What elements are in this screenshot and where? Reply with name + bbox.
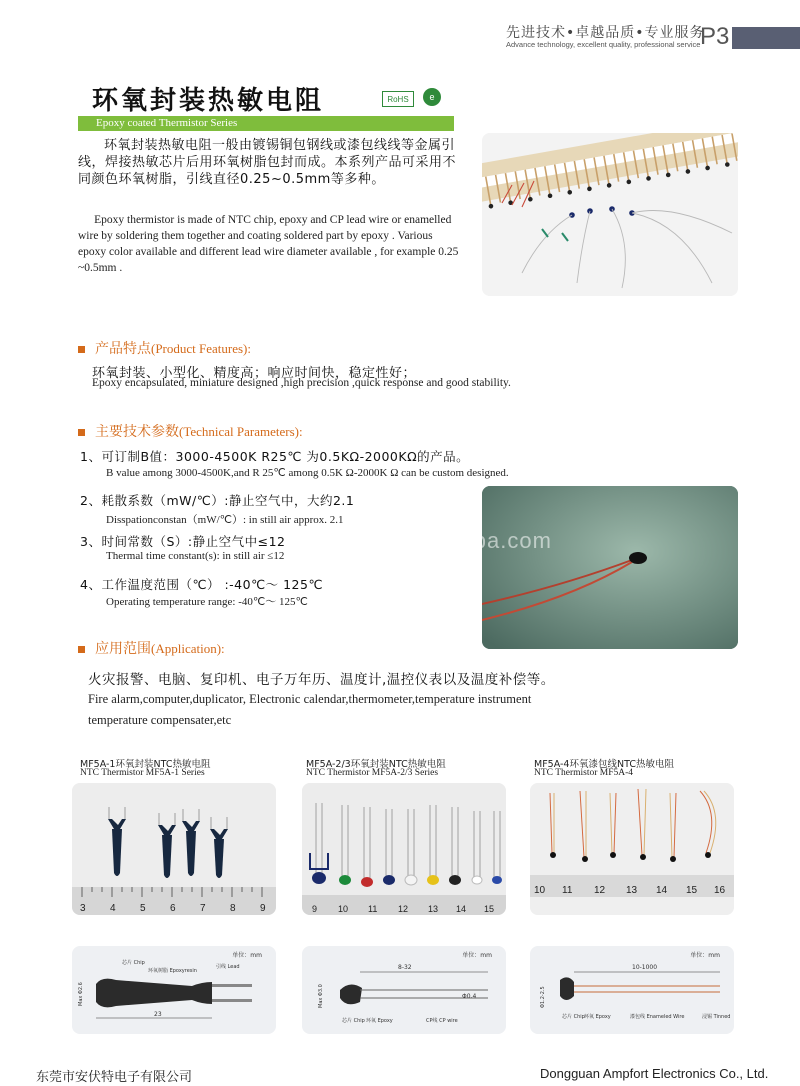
ruler-label: 7	[200, 903, 206, 914]
label-epoxy: 环氧树脂 Epoxyresin	[148, 968, 197, 974]
header-slogan: 先进技术•卓越品质•专业服务	[506, 25, 705, 41]
label-epoxy: 环氧 Epoxy	[584, 1014, 611, 1020]
label-enameled-wire: 漆包线 Enameled Wire	[630, 1014, 685, 1020]
application-en-2: temperature compensater,etc	[88, 713, 232, 727]
intro-cn: 环氧封装热敏电阻一般由镀锡铜包钢线或漆包线线等金属引线，焊接热敏芯片后用环氧树脂包封而成。本系列产品可采用不同颜色环氧树脂，引线直径0.25~0.5mm等多种。	[78, 138, 457, 187]
ruler-label: 11	[562, 885, 573, 896]
product-2-photo	[302, 783, 506, 915]
ruler-label: 6	[170, 903, 176, 914]
application-cn: 火灾报警、电脑、复印机、电子万年历、温度计,温控仪表以及温度补偿等。	[88, 672, 555, 688]
unit-label: 单位：mm	[462, 952, 492, 959]
ruler-label: 9	[260, 903, 266, 914]
dim-length: 10-1000	[632, 964, 658, 971]
param-4-en: Operating temperature range: -40℃～ 125℃	[106, 596, 308, 608]
ruler-label: 12	[594, 885, 606, 896]
ruler-label: 11	[368, 904, 378, 914]
features-en: Epoxy encapsulated, miniature designed ,high precision ,quick response and good stability.	[92, 377, 511, 389]
dim-diameter: Φ1.2-2.5	[540, 986, 546, 1008]
diagram-1	[72, 946, 276, 1034]
param-3-cn: 3、时间常数（S）:静止空气中≤12	[80, 534, 286, 549]
dim-lead-dia: Φ0.4	[462, 993, 477, 1000]
label-chip: 芯片 Chip	[122, 960, 145, 966]
header-bar	[732, 27, 800, 49]
param-3-en: Thermal time constant(s): in still air ≤12	[106, 550, 285, 562]
bullet-icon	[78, 646, 85, 653]
ruler-label: 14	[456, 904, 467, 914]
ruler-label: 13	[428, 904, 439, 914]
label-lead: 引线 Lead	[216, 964, 240, 970]
dim-length: 23	[154, 1011, 162, 1018]
application-heading: 应用范围(Application):	[78, 638, 225, 658]
product-2-cn: MF5A-2/3环氧封装NTC热敏电阻	[306, 759, 446, 770]
footer-company-en: Dongguan Ampfort Electronics Co., Ltd.	[540, 1066, 769, 1081]
subtitle: Epoxy coated Thermistor Series	[96, 117, 238, 129]
unit-label: 单位：mm	[232, 952, 262, 959]
ruler-label: 10	[534, 885, 546, 896]
ruler-label: 15	[686, 885, 698, 896]
product-3-en: NTC Thermistor MF5A-4	[534, 768, 634, 778]
product-1-en: NTC Thermistor MF5A-1 Series	[80, 768, 205, 778]
param-4-cn: 4、工作温度范围（℃） :-40℃～ 125℃	[80, 577, 324, 592]
params-heading: 主要技术参数(Technical Parameters):	[78, 421, 303, 441]
product-2-en: NTC Thermistor MF5A-2/3 Series	[306, 768, 439, 778]
footer-company-cn: 东莞市安伏特电子有限公司	[36, 1070, 193, 1085]
ruler-label: 5	[140, 903, 146, 914]
page-number: P3	[700, 23, 730, 50]
intro-en: Epoxy thermistor is made of NTC chip, epoxy and CP lead wire or enamelled wire by soldering them together and coating soldered part by epoxy . Various epoxy color available and different lead wire diameter available , for example 0.25 ~0.5mm .	[78, 214, 459, 274]
ruler-label: 16	[714, 885, 726, 896]
ruler-label: 8	[230, 903, 236, 914]
dim-diameter: Max Φ2.6	[78, 982, 84, 1006]
header-slogan-en: Advance technology, excellent quality, professional service	[506, 40, 701, 49]
dim-length: 8-32	[398, 964, 412, 971]
thermistor-closeup-photo	[482, 486, 738, 649]
application-en-1: Fire alarm,computer,duplicator, Electronic calendar,thermometer,temperature instrument	[88, 692, 532, 706]
product-3-cn: MF5A-4环氧漆包线NTC热敏电阻	[534, 759, 674, 770]
ruler-label: 12	[398, 904, 409, 914]
ruler-label: 10	[338, 904, 349, 914]
bullet-icon	[78, 346, 85, 353]
label-epoxy: 环氧 Epoxy	[366, 1018, 393, 1024]
bullet-icon	[78, 429, 85, 436]
product-1-cn: MF5A-1环氧封装NTC热敏电阻	[80, 759, 211, 770]
param-1-cn: 1、可订制B值：3000-4500K R25℃ 为0.5KΩ-2000KΩ的产品。	[80, 449, 470, 464]
watermark: ampfort.en.alibaba.com	[300, 528, 552, 553]
cert-icon: e	[423, 88, 441, 106]
rohs-badge: RoHS	[382, 91, 414, 107]
label-tinned: 浸锡 Tinned	[702, 1014, 731, 1020]
label-cp-wire: CP线 CP wire	[426, 1018, 458, 1024]
label-chip: 芯片 Chip	[562, 1014, 585, 1020]
features-heading: 产品特点(Product Features):	[78, 338, 251, 358]
diagram-3	[530, 946, 734, 1034]
dim-diameter: Max Φ3.0	[318, 984, 324, 1008]
ruler-label: 4	[110, 903, 116, 914]
features-cn: 环氧封装、小型化、精度高；响应时间快，稳定性好；	[92, 366, 417, 381]
label-chip: 芯片 Chip	[342, 1018, 365, 1024]
ruler-label: 14	[656, 885, 668, 896]
param-1-en: B value among 3000-4500K,and R 25℃ among 0.5K Ω-2000K Ω can be custom designed.	[106, 467, 509, 479]
ruler-label: 9	[312, 904, 318, 914]
thermistor-tape-photo	[482, 133, 738, 296]
ruler-label: 13	[626, 885, 638, 896]
param-2-cn: 2、耗散系数（mW/℃）:静止空气中，大约2.1	[80, 493, 355, 508]
unit-label: 单位：mm	[690, 952, 720, 959]
page-title: 环氧封装热敏电阻	[92, 86, 325, 116]
diagram-2	[302, 946, 506, 1034]
product-3-photo	[530, 783, 734, 915]
ruler-label: 15	[484, 904, 495, 914]
ruler-label: 3	[80, 903, 86, 914]
param-2-en: Disspationconstan（mW/℃）: in still air approx. 2.1	[106, 514, 344, 526]
product-1-photo	[72, 783, 276, 915]
